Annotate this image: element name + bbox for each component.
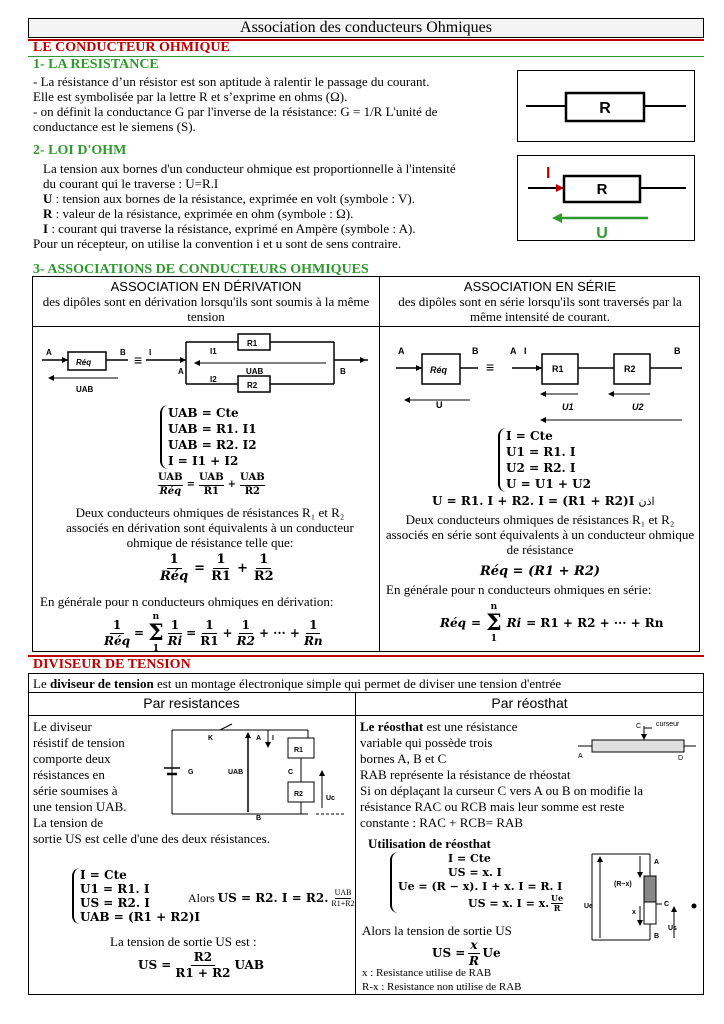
deriv-i2: I2 bbox=[210, 375, 217, 384]
div-r2: R2 bbox=[294, 791, 303, 798]
col2-final: US = $\frac{x}{R}$ Ue bbox=[432, 938, 501, 968]
rheo-c: C bbox=[664, 901, 670, 908]
serie-a: A bbox=[398, 346, 405, 356]
serie-formula1: Réq = (R1 + R2) bbox=[479, 564, 601, 579]
serie-eq: U1 = R1. I bbox=[506, 445, 576, 459]
serie-u2: U2 bbox=[632, 402, 644, 412]
serie-b: B bbox=[472, 346, 479, 356]
ohm-text bbox=[33, 161, 513, 251]
resistor-label: R bbox=[599, 100, 611, 117]
page-title: Association des conducteurs Ohmiques bbox=[28, 18, 704, 38]
col1-system: I = Cte U1 = R1. I US = R2. I UAB = (R1 + R2)I bbox=[72, 868, 200, 924]
serie-circuit bbox=[382, 330, 698, 430]
serie-i: I bbox=[524, 346, 527, 356]
deriv-a: A bbox=[46, 348, 52, 357]
col1-alors: Alors US = R2. I = R2. UAB R1+R2 bbox=[188, 888, 355, 908]
deriv-eq: UAB = R1. I1 bbox=[168, 422, 257, 436]
curs-label: curseur bbox=[656, 721, 680, 728]
ohm-diagram bbox=[517, 155, 695, 241]
col1-sortie: La tension de sortie US est : bbox=[110, 934, 257, 949]
ohm-line: La tension aux bornes d'un conducteur ohmique est proportionnelle à l'intensité bbox=[43, 161, 456, 176]
serie-eq: U2 = R2. I bbox=[506, 461, 576, 475]
div-a: A bbox=[256, 735, 262, 742]
rheo-b: B bbox=[654, 933, 660, 940]
deriv-b2: B bbox=[340, 367, 346, 376]
deriv-r2: R2 bbox=[247, 381, 258, 390]
div-b: B bbox=[256, 815, 262, 822]
diviseur-row-divider bbox=[28, 692, 704, 693]
col1-title: Par resistances bbox=[143, 695, 240, 711]
serie-text2: En générale pour n conducteurs ohmiques en série: bbox=[386, 582, 652, 597]
serie-a2: A bbox=[510, 346, 517, 356]
serie-eq: U = U1 + U2 bbox=[506, 477, 591, 491]
div-uab: UAB bbox=[228, 769, 244, 776]
deriv-req: Réq bbox=[76, 358, 92, 367]
def-i: I : courant qui traverse la résistance, exprimé en Ampère (symbole : A). bbox=[43, 221, 416, 236]
curs-c: C bbox=[636, 723, 642, 730]
serie-text1: Deux conducteurs ohmiques de résistances R₁ et R₂ associés en série sont équivalents à un conducteur ohmique de résistance bbox=[385, 512, 695, 557]
div-i: I bbox=[272, 735, 274, 742]
serie-u: U bbox=[436, 400, 443, 410]
col2-text: Le réosthat est une résistance variable qui possède trois bornes A, B et C RAB représente la résistance de rhéostat Si on déplaçant la curseur C vers A ou B on modifie la résistance RAC ou RCB mais leur somme est reste constante : RAC + RCB= RAB bbox=[360, 719, 644, 830]
div-uc: Uc bbox=[326, 795, 335, 802]
deriv-uab: UAB bbox=[76, 385, 94, 394]
ohm-circuit bbox=[518, 156, 694, 240]
deriv-i1: I1 bbox=[210, 347, 217, 356]
serie-u1: U1 bbox=[562, 402, 574, 412]
serie-title: ASSOCIATION EN SÉRIE bbox=[463, 279, 617, 294]
col1-final: US = $\frac{R2}{R1 + R2}$ UAB bbox=[138, 950, 264, 980]
curseur-diagram bbox=[574, 716, 698, 762]
curs-d: D bbox=[678, 755, 684, 762]
serie-b2: B bbox=[674, 346, 681, 356]
rheo-rx: (R−x) bbox=[614, 881, 632, 888]
serie-r1: R1 bbox=[552, 364, 564, 374]
ohm-u-label: U bbox=[596, 225, 608, 240]
serie-eq: I = Cte bbox=[506, 429, 553, 443]
resistor-diagram bbox=[517, 70, 695, 142]
col2-utilisation: Utilisation de réosthat bbox=[368, 836, 491, 851]
diviseur-column-divider bbox=[355, 692, 356, 995]
ohm-note: Pour un récepteur, on utilise la convention i et u sont de sens contraire. bbox=[33, 236, 402, 251]
diviseur-intro: Le diviseur de tension est un montage électronique simple qui permet de diviser une tension d'entrée bbox=[33, 676, 562, 691]
serie-equiv: ≡ bbox=[486, 359, 495, 375]
ohm-line: du courant qui le traverse : U=R.I bbox=[43, 176, 219, 191]
resistance-line: - on définit la conductance G par l'inverse de la résistance: G = 1/R L'unité de bbox=[33, 104, 438, 119]
div-c: C bbox=[288, 769, 294, 776]
deriv-eq: I = I1 + I2 bbox=[168, 454, 239, 468]
subheading-loi-ohm: 2- LOI D'OHM bbox=[33, 143, 127, 158]
serie-req: Réq bbox=[430, 365, 448, 375]
rheo-a: A bbox=[654, 859, 660, 866]
resistance-line: Elle est symbolisée par la lettre R et s’exprime en ohms (Ω). bbox=[33, 89, 348, 104]
def-u: U : tension aux bornes de la résistance, exprimée en volt (symbole : V). bbox=[43, 191, 415, 206]
serie-r2: R2 bbox=[624, 364, 636, 374]
def-r: R : valeur de la résistance, exprimée en ohm (symbole : Ω). bbox=[43, 206, 354, 221]
col2-title: Par réosthat bbox=[491, 695, 568, 711]
resistance-line: - La résistance d’un résistor est son aptitude à ralentir le passage du courant. bbox=[33, 74, 430, 89]
derivation-title: ASSOCIATION EN DÉRIVATION bbox=[110, 279, 302, 294]
derivation-system bbox=[160, 405, 257, 469]
div-g: G bbox=[188, 769, 194, 776]
section-heading-conducteur: LE CONDUCTEUR OHMIQUE bbox=[33, 40, 230, 55]
derivation-fraction-eq: UAB Réq = UAB R1 + UAB R2 bbox=[158, 472, 265, 497]
derivation-formula1: 1 Réq = $\frac{1}{R1}$ + $\frac{1}{R2}$ bbox=[160, 552, 274, 585]
serie-line: U = R1. I + R2. I = (R1 + R2)I اذن bbox=[432, 494, 655, 508]
table-header-divider bbox=[32, 326, 700, 327]
deriv-i: I bbox=[149, 348, 152, 357]
deriv-b: B bbox=[120, 348, 126, 357]
derivation-formula2: 1 Réq = n Σ 1 $\frac{1}{Ri}$ = $\frac{1}{R1}$ + $\frac{1}{R2}$ + ··· + $\frac{1}{Rn}$ bbox=[104, 612, 323, 654]
derivation-text1: Deux conducteurs ohmiques de résistances R₁ et R₂ associés en dérivation sont équivalents à un conducteur ohmique de résistance telle que: bbox=[66, 505, 354, 550]
deriv-r1: R1 bbox=[247, 339, 258, 348]
resistor-symbol bbox=[518, 71, 694, 141]
rheo-ue: Ue bbox=[584, 903, 593, 910]
derivation-text2: En générale pour n conducteurs ohmiques en dérivation: bbox=[40, 594, 334, 609]
resistance-text bbox=[33, 74, 513, 134]
table-column-divider bbox=[379, 276, 380, 652]
deriv-eq: UAB = R2. I2 bbox=[168, 438, 257, 452]
subheading-resistance: 1- LA RESISTANCE bbox=[33, 57, 159, 72]
derivation-desc: des dipôles sont en dérivation lorsqu'ils sont soumis à la même tension bbox=[42, 294, 370, 324]
rheostat-diagram bbox=[570, 848, 702, 948]
div-r1: R1 bbox=[294, 747, 303, 754]
derivation-circuit bbox=[36, 330, 376, 410]
col2-alors: Alors la tension de sortie US bbox=[362, 923, 512, 938]
ohm-i-label: I bbox=[546, 165, 551, 182]
col1-text: Le diviseur résistif de tension comporte deux résistances en série soumises à une tension UAB. La tension de sortie US est celle d'une des deux résistances. bbox=[33, 719, 270, 846]
deriv-eq: UAB = Cte bbox=[168, 406, 239, 420]
serie-desc: des dipôles sont en série lorsqu'ils sont traversés par la même intensité de courant. bbox=[398, 294, 682, 324]
curs-a: A bbox=[578, 753, 583, 760]
col2-system: I = Cte US = x. I Ue = (R − x). I + x. I = R. I US = x. I = x. Ue R bbox=[390, 852, 563, 913]
serie-formula2: Réq = n Σ 1 Ri = R1 + R2 + ··· + Rn bbox=[440, 602, 664, 644]
col2-note1: x : Resistance utilise de RAB bbox=[362, 967, 492, 979]
serie-system bbox=[498, 428, 591, 492]
diviseur-heading: DIVISEUR DE TENSION bbox=[33, 657, 191, 672]
ohm-r-label: R bbox=[596, 181, 608, 198]
col2-note2: R-x : Resistance non utilise de RAB bbox=[362, 981, 522, 993]
deriv-a2: A bbox=[178, 367, 184, 376]
rheo-us: Us bbox=[668, 925, 677, 932]
deriv-uab2: UAB bbox=[246, 367, 264, 376]
resistance-line: conductance est le siemens (S). bbox=[33, 119, 196, 134]
deriv-equiv: ≡ bbox=[134, 352, 143, 368]
rheo-x: x bbox=[632, 909, 636, 916]
diviseur-circuit bbox=[150, 722, 350, 832]
div-k: K bbox=[208, 735, 214, 742]
subheading-associations: 3- ASSOCIATIONS DE CONDUCTEURS OHMIQUES bbox=[33, 262, 369, 277]
